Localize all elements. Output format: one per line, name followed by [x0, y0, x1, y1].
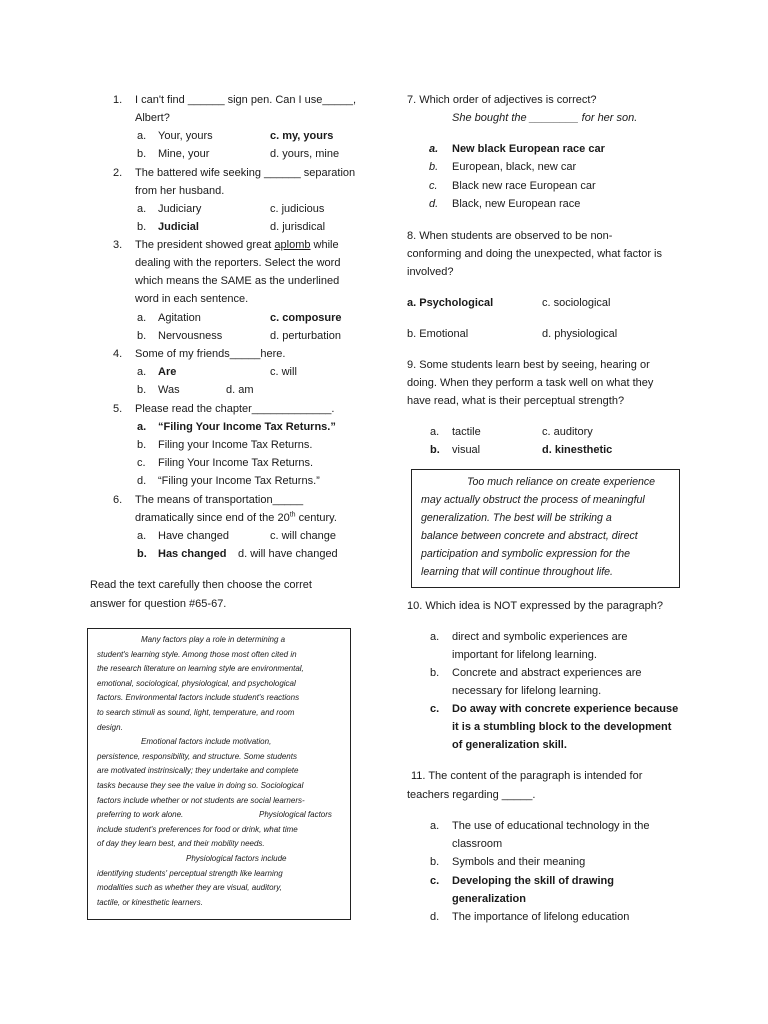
q5-option-b-letter[interactable]: b. [137, 439, 147, 451]
q4-option-b[interactable]: Was [158, 384, 180, 396]
q3-stem [135, 236, 339, 254]
q8-stem-3: involved? [407, 266, 454, 278]
q2-option-b-letter[interactable]: b. [137, 221, 147, 233]
q10-option-c-letter[interactable]: c. [430, 703, 440, 715]
q5-option-a[interactable]: “Filing Your Income Tax Returns.” [158, 421, 336, 433]
instruction-line-2: answer for question #65-67. [90, 598, 227, 610]
q7-option-d-letter[interactable]: d. [429, 198, 439, 210]
q7-stem: 7. Which order of adjectives is correct? [407, 94, 597, 106]
passage-line: emotional, sociological, physiological, and psychological [97, 678, 296, 688]
q6-option-d[interactable]: d. will have changed [238, 548, 338, 560]
q6-number: 6. [113, 494, 123, 506]
q9-option-b-letter[interactable]: b. [430, 444, 440, 456]
q11-option-d[interactable]: The importance of lifelong education [452, 911, 630, 923]
q3-number: 3. [113, 239, 123, 251]
paragraph-box [411, 469, 680, 588]
paragraph-line: participation and symbolic expression for the [421, 548, 631, 560]
q6-stem-2-post: century. [295, 512, 337, 524]
passage-line: factors. Environmental factors include student's reactions [97, 693, 300, 703]
q4-option-c[interactable]: c. will [270, 366, 297, 378]
q10-option-b-2[interactable]: necessary for lifelong learning. [452, 685, 602, 697]
passage-line: factors include whether or not students are social learners- [97, 795, 305, 805]
q7-option-b[interactable]: European, black, new car [452, 161, 577, 173]
q9-option-b[interactable]: visual [452, 444, 481, 456]
q11-option-c[interactable]: Developing the skill of drawing [452, 875, 614, 887]
q5-option-c[interactable]: Filing Your Income Tax Returns. [158, 457, 314, 469]
q9-stem-2: doing. When they perform a task well on what they [407, 377, 654, 389]
q11-stem-2: teachers regarding _____. [407, 789, 536, 801]
q3-option-a[interactable]: Agitation [158, 312, 201, 324]
q2-option-d[interactable]: d. jurisdical [270, 221, 326, 233]
q1-stem: I can't find ______ sign pen. Can I use_____, [135, 94, 357, 106]
passage-line: Many factors play a role in determining a [141, 635, 286, 644]
paragraph-line: Too much reliance on create experience [467, 476, 656, 488]
passage-line: tactile, or kinesthetic learners. [97, 897, 203, 907]
q7-option-a-letter[interactable]: a. [429, 143, 439, 155]
q11-option-b-letter[interactable]: b. [430, 856, 440, 868]
q10-option-b[interactable]: Concrete and abstract experiences are [452, 667, 642, 679]
instruction-line-1: Read the text carefully then choose the corret [90, 579, 312, 591]
q11-option-a-2[interactable]: classroom [452, 838, 503, 850]
passage-line: preferring to work alone. [97, 810, 184, 820]
q11-option-a[interactable]: The use of educational technology in the [452, 820, 650, 832]
q7-option-b-letter[interactable]: b. [429, 161, 439, 173]
q8-option-a[interactable]: a. Psychological [407, 297, 494, 309]
q6-stem: The means of transportation_____ [135, 494, 304, 506]
q3-underlined-word: aplomb [274, 239, 311, 251]
q3-stem-2: dealing with the reporters. Select the word [135, 257, 341, 269]
paragraph-line: generalization. The best will be striking a [421, 512, 612, 524]
q9-stem: 9. Some students learn best by seeing, hearing or [407, 359, 650, 371]
q3-option-b[interactable]: Nervousness [158, 330, 223, 342]
q9-option-a-letter[interactable]: a. [430, 426, 440, 438]
q10-option-a-2[interactable]: important for lifelong learning. [452, 649, 597, 661]
passage-line: Emotional factors include motivation, [141, 737, 272, 747]
q3-stem-pre: The president showed great [135, 239, 275, 251]
q3-option-c[interactable]: c. composure [270, 312, 342, 324]
q11-stem: 11. The content of the paragraph is intended for [411, 770, 643, 782]
q4-option-a-letter[interactable]: a. [137, 366, 147, 378]
q2-option-b[interactable]: Judicial [158, 221, 199, 233]
q4-option-b-letter[interactable]: b. [137, 384, 147, 396]
passage-line: identifying students' perceptual strength like learning [97, 868, 283, 878]
q8-stem-2: conforming and doing the unexpected, what factor is [407, 248, 662, 260]
q6-stem-2-pre: dramatically since end of the 20 [135, 512, 290, 524]
q10-option-c-2[interactable]: it is a stumbling block to the development [452, 721, 672, 733]
q6-option-c[interactable]: c. will change [270, 530, 337, 542]
q9-stem-3: have read, what is their perceptual strength? [407, 395, 625, 407]
paragraph-line: may actually obstruct the process of meaningful [421, 494, 645, 506]
passage-line: are motivated instrinsically; they undertake and complete [97, 766, 299, 776]
q7-option-a[interactable]: New black European race car [452, 143, 605, 155]
q5-option-d-letter[interactable]: d. [137, 475, 147, 487]
q1-option-d[interactable]: d. yours, mine [270, 148, 340, 160]
q2-number: 2. [113, 167, 123, 179]
q7-option-d[interactable]: Black, new European race [452, 198, 581, 210]
q3-stem-post: while [310, 239, 339, 251]
q1-option-b-letter[interactable]: b. [137, 148, 147, 160]
passage-line: Physiological factors include [186, 854, 287, 863]
q8-stem: 8. When students are observed to be non- [407, 230, 613, 242]
q1-option-c[interactable]: c. my, yours [270, 130, 334, 142]
passage-line: include student's preferences for food or drink, what time [97, 824, 298, 834]
q1-stem-2: Albert? [135, 112, 170, 124]
q9-option-c[interactable]: c. auditory [542, 426, 593, 438]
q11-option-b[interactable]: Symbols and their meaning [452, 856, 586, 868]
q11-option-a-letter[interactable]: a. [430, 820, 440, 832]
passage-line: Physiological factors [259, 810, 332, 820]
q10-option-c-3[interactable]: of generalization skill. [452, 739, 567, 751]
q2-option-c[interactable]: c. judicious [270, 203, 325, 215]
q10-option-c[interactable]: Do away with concrete experience because [452, 703, 679, 715]
q6-option-b[interactable]: Has changed [158, 548, 227, 560]
q5-stem: Please read the chapter_____________. [135, 403, 335, 415]
q5-option-d[interactable]: “Filing your Income Tax Returns.” [158, 475, 320, 487]
q3-option-d[interactable]: d. perturbation [270, 330, 341, 342]
q2-option-a[interactable]: Judiciary [158, 203, 202, 215]
q6-stem-2 [135, 509, 337, 527]
passage-line: tasks because they see the value in doing so. Sociological [97, 781, 304, 790]
q8-option-b[interactable]: b. Emotional [407, 328, 469, 340]
q1-option-b[interactable]: Mine, your [158, 148, 210, 160]
q2-stem-2: from her husband. [135, 185, 225, 197]
q2-stem: The battered wife seeking ______ separation [135, 167, 356, 179]
q2-option-a-letter[interactable]: a. [137, 203, 147, 215]
q7-option-c-letter[interactable]: c. [429, 180, 438, 192]
passage-line: the research literature on learning style are environmental, [97, 664, 304, 674]
q5-option-a-letter[interactable]: a. [137, 421, 147, 433]
q4-option-d[interactable]: d. am [226, 384, 254, 396]
passage-line: of day they learn best, and their mobility needs. [97, 839, 265, 849]
reading-passage-box [87, 628, 351, 920]
q4-option-a[interactable]: Are [158, 366, 177, 378]
q11-option-c-letter[interactable]: c. [430, 875, 440, 887]
passage-line: persistence, responsibility, and structure. Some students [97, 751, 297, 761]
q3-option-a-letter[interactable]: a. [137, 312, 147, 324]
paragraph-line: balance between concrete and abstract, direct [421, 530, 638, 542]
passage-line: to search stimuli as sound, light, temperature, and room [97, 708, 295, 717]
q7-sentence: She bought the ________ for her son. [452, 112, 638, 124]
paragraph-line: learning that will continue throughout life. [421, 566, 613, 578]
q5-option-c-letter[interactable]: c. [137, 457, 146, 469]
q4-stem: Some of my friends_____here. [135, 348, 286, 360]
q11-option-c-2[interactable]: generalization [452, 893, 526, 905]
passage-line: modalities such as whether they are visual, auditory, [97, 883, 282, 893]
q5-option-b[interactable]: Filing your Income Tax Returns. [158, 439, 313, 451]
q3-stem-4: word in each sentence. [135, 293, 249, 305]
q8-option-d[interactable]: d. physiological [542, 328, 618, 340]
q6-superscript: th [289, 511, 296, 519]
q6-option-a[interactable]: Have changed [158, 530, 229, 542]
q1-option-a-letter[interactable]: a. [137, 130, 147, 142]
q6-option-a-letter[interactable]: a. [137, 530, 147, 542]
q10-option-a[interactable]: direct and symbolic experiences are [452, 631, 628, 643]
q9-option-a[interactable]: tactile [452, 426, 481, 438]
q8-option-c[interactable]: c. sociological [542, 297, 611, 309]
q1-option-a[interactable]: Your, yours [158, 130, 213, 142]
passage-line: design. [97, 722, 123, 732]
q7-option-c[interactable]: Black new race European car [452, 180, 596, 192]
q1-number: 1. [113, 94, 123, 106]
q10-option-b-letter[interactable]: b. [430, 667, 440, 679]
q3-stem-3: which means the SAME as the underlined [135, 275, 340, 287]
q10-option-a-letter[interactable]: a. [430, 631, 440, 643]
q3-option-b-letter[interactable]: b. [137, 330, 147, 342]
q4-number: 4. [113, 348, 123, 360]
q5-number: 5. [113, 403, 123, 415]
q9-option-d[interactable]: d. kinesthetic [542, 444, 613, 456]
q11-option-d-letter[interactable]: d. [430, 911, 440, 923]
passage-line: student's learning style. Among those most often cited in [97, 649, 297, 659]
q10-stem: 10. Which idea is NOT expressed by the paragraph? [407, 600, 663, 612]
q6-option-b-letter[interactable]: b. [137, 548, 147, 560]
